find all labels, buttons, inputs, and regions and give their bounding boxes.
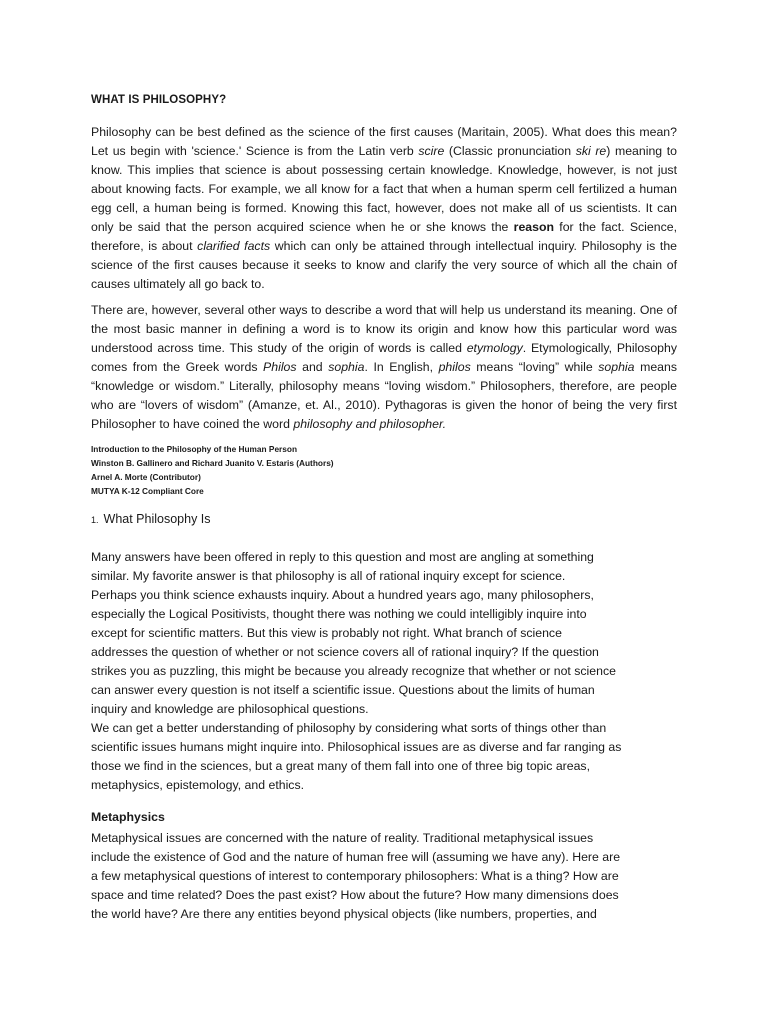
metaphysics-heading: Metaphysics — [91, 810, 165, 824]
bold-term: reason — [513, 220, 554, 234]
italic-term: etymology — [466, 341, 523, 355]
body-line: We can get a better understanding of philosophy by considering what sorts of things other than — [91, 721, 607, 735]
body-line: inquiry and knowledge are philosophical questions. — [91, 702, 369, 716]
body-line: except for scientific matters. But this view is probably not right. What branch of science — [91, 626, 562, 640]
book-credits — [91, 442, 334, 498]
text-run: and — [296, 360, 329, 374]
italic-term: philosophy and philosopher. — [293, 417, 447, 431]
italic-term: Philos — [263, 360, 297, 374]
text-run: for the fact. Science, therefore, is about — [91, 220, 677, 253]
text-run: (Classic pronunciation — [444, 144, 576, 158]
section-title: What Philosophy Is — [103, 512, 211, 526]
body-line: scientific issues humans might inquire into. Philosophical issues are as diverse and far ranging as — [91, 740, 622, 754]
text-run: There are, however, several other ways to describe a word that will help us understand its meaning. One of the most basic manner in defining a word is to know its origin and know how this particular word was understood across time. This study of the origin of words is called — [91, 303, 677, 355]
paragraph-etymology — [91, 301, 677, 434]
credit-line: MUTYA K-12 Compliant Core — [91, 486, 204, 496]
body-line: addresses the question of whether or not science covers all of rational inquiry? If the question — [91, 645, 599, 659]
text-run: ) meaning to know. This implies that science is about possessing certain knowledge. Knowledge, however, is not just about knowing facts. For example, we all know for a fact that when a human sperm cell fertilized a human egg cell, a human being is formed. Knowing this fact, however, does not make all of us scientists. It can only be said that the person acquired science when he or she knows the — [91, 144, 678, 234]
body-line: Many answers have been offered in reply to this question and most are angling at something — [91, 550, 594, 564]
body-line: space and time related? Does the past exist? How about the future? How many dimensions does — [91, 888, 619, 902]
credit-line: Winston B. Gallinero and Richard Juanito V. Estaris (Authors) — [91, 458, 334, 468]
body-line: can answer every question is not itself a scientific issue. Questions about the limits of human — [91, 683, 595, 697]
text-run: means “loving” while — [470, 360, 599, 374]
credit-line: Introduction to the Philosophy of the Human Person — [91, 444, 298, 454]
italic-term: sophia — [598, 360, 635, 374]
credit-line: Arnel A. Morte (Contributor) — [91, 472, 201, 482]
italic-term: scire — [418, 144, 445, 158]
page-title: WHAT IS PHILOSOPHY? — [91, 94, 227, 106]
body-line: include the existence of God and the nature of human free will (assuming we have any). Here are — [91, 850, 621, 864]
body-line: strikes you as puzzling, this might be because you already recognize that whether or not science — [91, 664, 616, 678]
text-run: means “knowledge or wisdom.” Literally, philosophy means “loving wisdom.” Philosophers, therefore, are people who are “lovers of wisdom” (Amanze, et. Al., 2010). Pythagoras is given the honor of being the very first Philosopher to have coined the word — [91, 360, 677, 431]
section-number: 1. — [91, 515, 99, 525]
metaphysics-body — [91, 829, 651, 924]
italic-term: philos — [438, 360, 471, 374]
text-run: which can only be attained through intellectual inquiry. Philosophy is the science of the first causes because it seeks to know and clarify the very source of which all the chain of causes ultimately all go back to. — [91, 239, 677, 291]
body-line: Metaphysical issues are concerned with the nature of reality. Traditional metaphysical issues — [91, 831, 594, 845]
body-line: similar. My favorite answer is that philosophy is all of rational inquiry except for science. — [91, 569, 566, 583]
body-line: Perhaps you think science exhausts inquiry. About a hundred years ago, many philosophers, — [91, 588, 594, 602]
text-run: . Etymologically, Philosophy comes from the Greek words — [91, 341, 677, 374]
section-body — [91, 548, 651, 795]
italic-term: sophia — [328, 360, 365, 374]
paragraph-definition — [91, 123, 677, 294]
body-line: the world have? Are there any entities beyond physical objects (like numbers, properties, and — [91, 907, 597, 921]
body-line: metaphysics, epistemology, and ethics. — [91, 778, 305, 792]
section-heading — [91, 512, 211, 526]
body-line: a few metaphysical questions of interest to contemporary philosophers: What is a thing? How are — [91, 869, 619, 883]
text-run: Philosophy can be best defined as the science of the first causes (Maritain, 2005). What does this mean? Let us begin with 'science.' Science is from the Latin verb — [91, 125, 677, 158]
body-line: those we find in the sciences, but a great many of them fall into one of three big topic areas, — [91, 759, 590, 773]
italic-term: clarified facts — [197, 239, 271, 253]
italic-term: ski re — [575, 144, 607, 158]
text-run: . In English, — [364, 360, 439, 374]
body-line: especially the Logical Positivists, thought there was nothing we could intelligibly inquire into — [91, 607, 587, 621]
